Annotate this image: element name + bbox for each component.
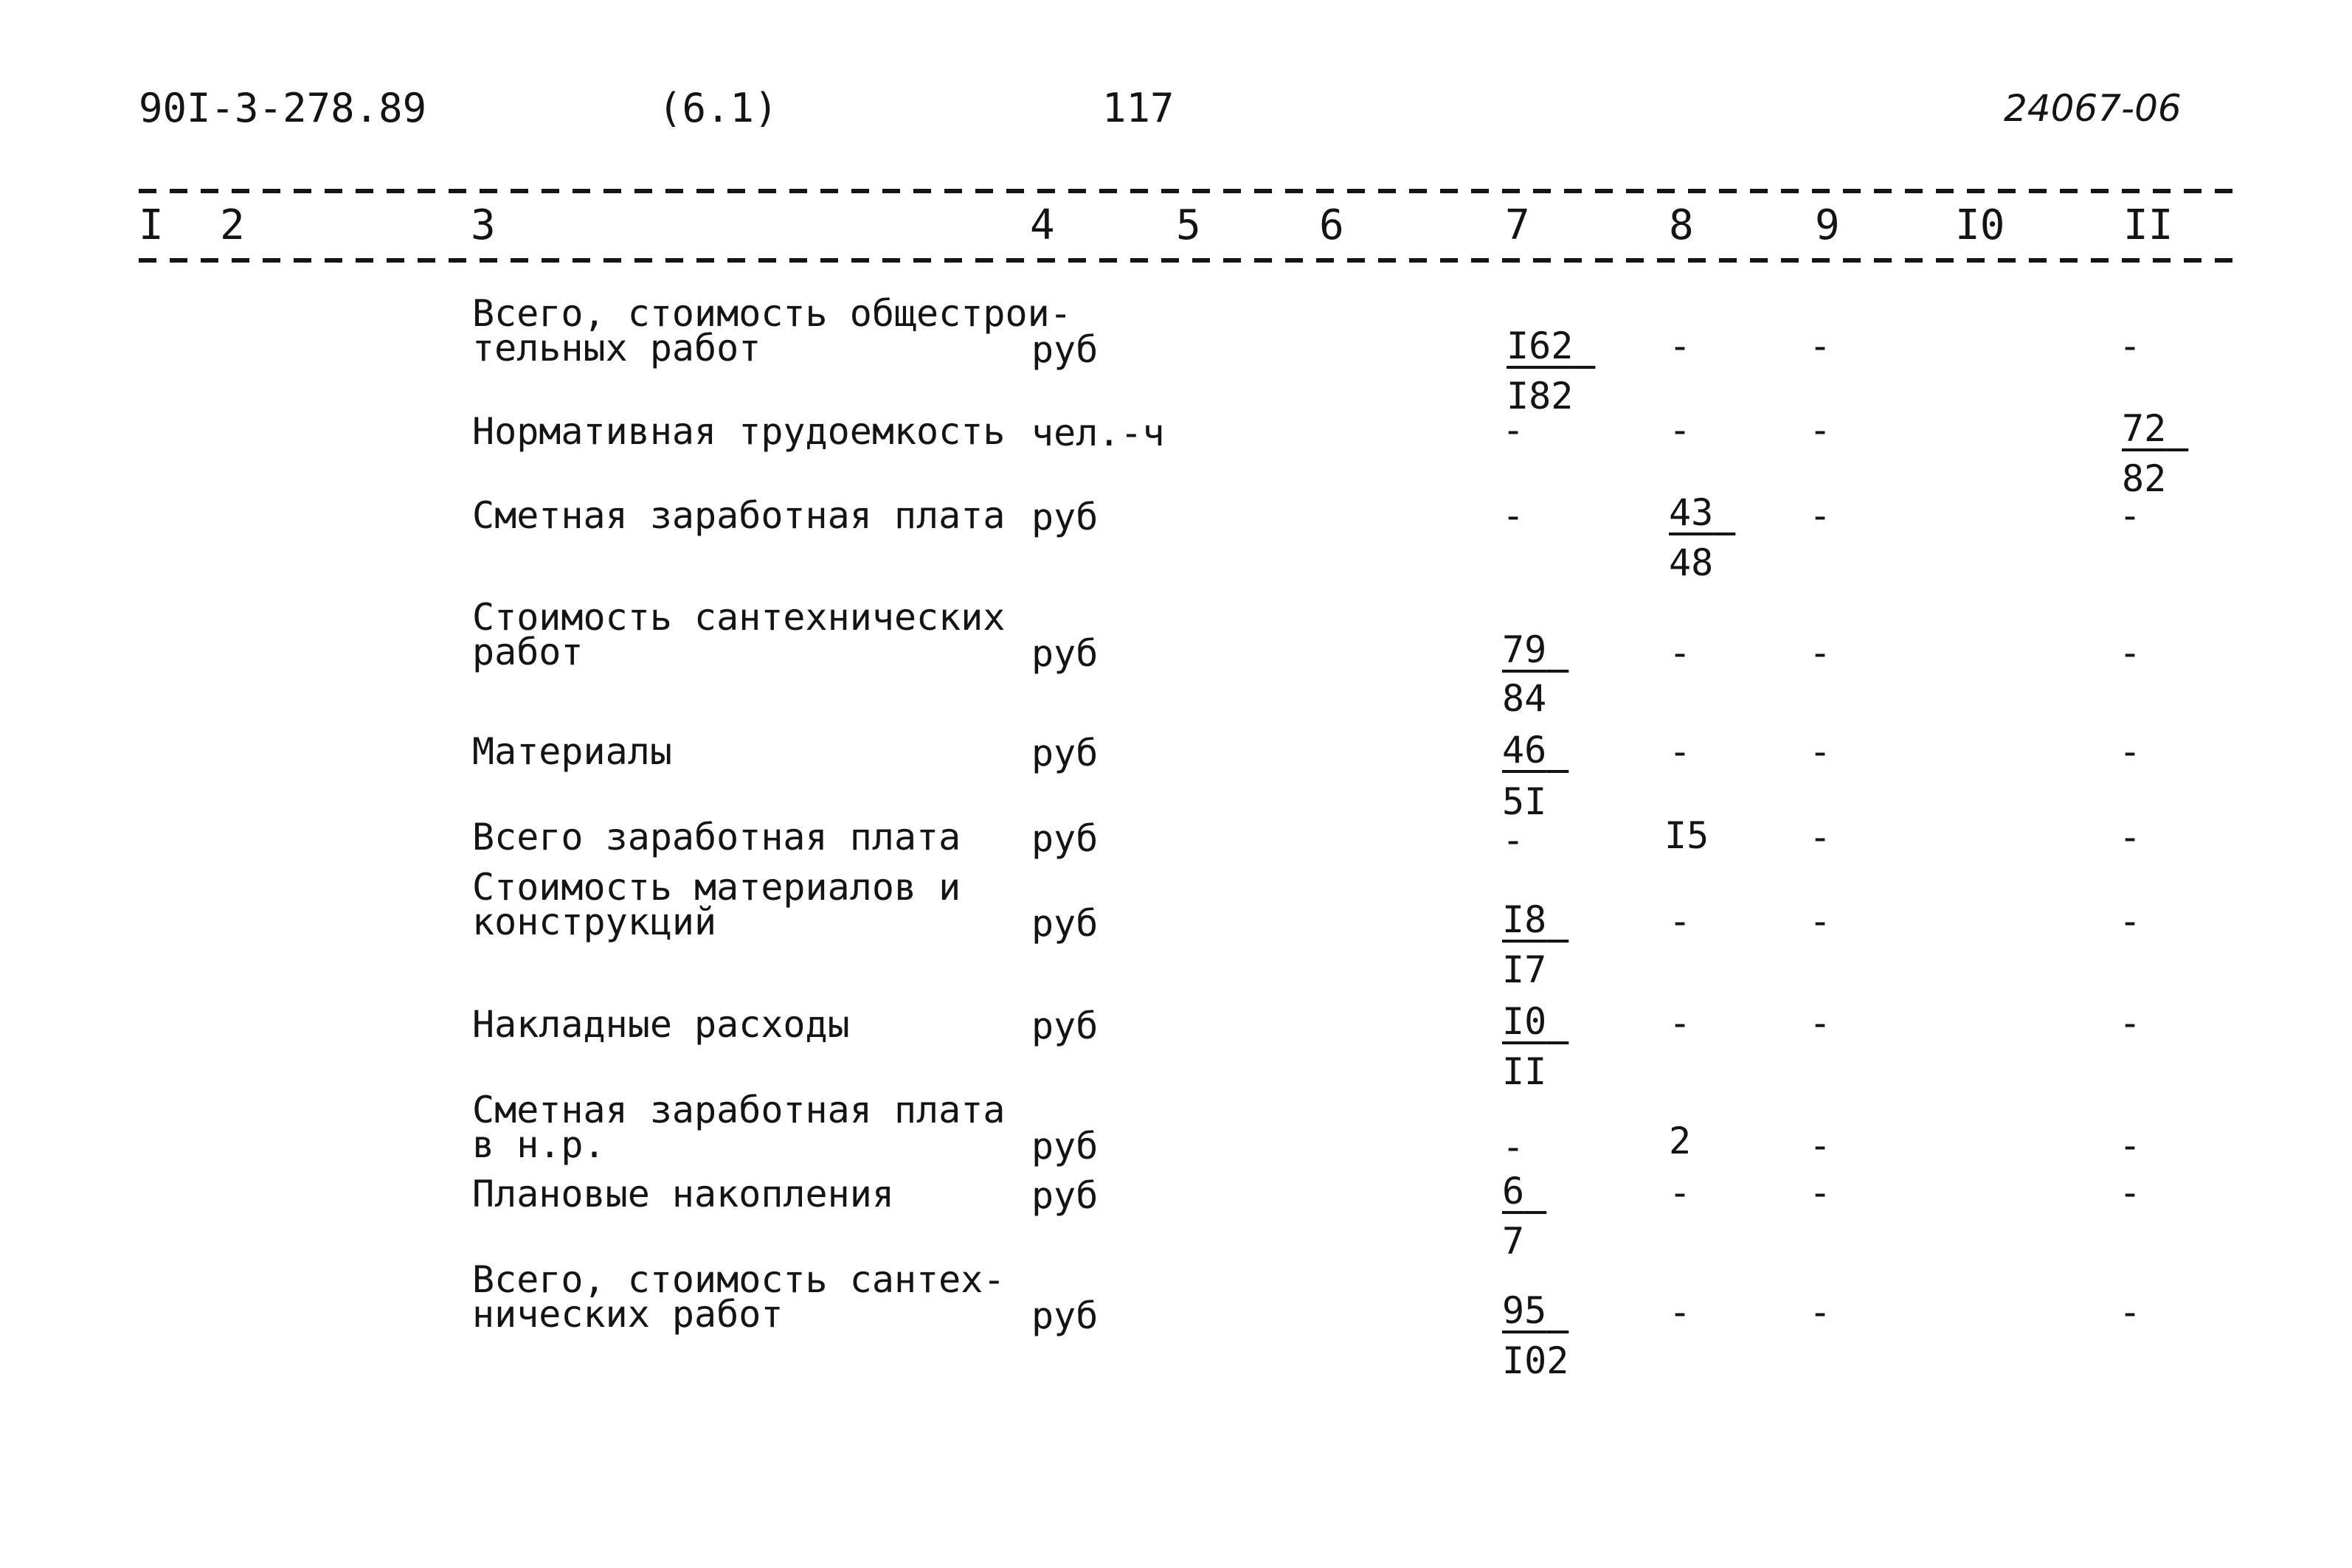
value-denominator: II bbox=[1502, 1050, 1547, 1093]
value-dash: - bbox=[1809, 1002, 1832, 1044]
column-header-11: II bbox=[2123, 201, 2173, 249]
value-dash: - bbox=[2119, 631, 2142, 674]
value-dash: - bbox=[2119, 1124, 2142, 1167]
value-dash: - bbox=[1809, 900, 1832, 943]
header-bottom-rule bbox=[139, 258, 2234, 263]
row-unit: руб bbox=[1031, 1294, 1099, 1337]
value-dash: - bbox=[2119, 1171, 2142, 1214]
column-header-2: 2 bbox=[220, 201, 245, 249]
row-description-line: Всего, стоимость сантех- bbox=[472, 1258, 1006, 1301]
value-dash: - bbox=[1809, 409, 1832, 451]
value-dash: - bbox=[1809, 1171, 1832, 1214]
value-dash: - bbox=[1502, 819, 1525, 861]
page-number: 117 bbox=[1102, 85, 1175, 131]
column-header-1: I bbox=[139, 201, 164, 249]
value-denominator: 82 bbox=[2122, 457, 2167, 500]
column-header-7: 7 bbox=[1505, 201, 1530, 249]
row-description-line: нических работ bbox=[472, 1293, 784, 1336]
row-description-line: Плановые накопления bbox=[472, 1173, 894, 1215]
row-description-line: Всего заработная плата bbox=[472, 816, 961, 858]
row-unit: руб bbox=[1031, 328, 1099, 371]
value-dash: - bbox=[1669, 1002, 1692, 1044]
value-denominator: 48 bbox=[1669, 541, 1714, 584]
column-header-9: 9 bbox=[1815, 201, 1840, 249]
value-dash: - bbox=[1809, 325, 1832, 367]
value-dash: - bbox=[1502, 494, 1525, 537]
value-denominator: 5I bbox=[1502, 780, 1547, 823]
column-header-6: 6 bbox=[1319, 201, 1344, 249]
value-dash: - bbox=[1669, 730, 1692, 773]
value-dash: - bbox=[2119, 1002, 2142, 1044]
value-dash: - bbox=[2119, 494, 2142, 537]
value-denominator: I82 bbox=[1507, 375, 1574, 417]
value-dash: - bbox=[1809, 631, 1832, 674]
value-numerator: 6 bbox=[1502, 1170, 1525, 1213]
column-header-8: 8 bbox=[1669, 201, 1694, 249]
value-dash: - bbox=[1809, 1291, 1832, 1333]
row-description-line: Сметная заработная плата bbox=[472, 494, 1006, 537]
header-top-rule bbox=[139, 189, 2234, 193]
value-dash: - bbox=[2119, 900, 2142, 943]
inventory-number: 24067-06 bbox=[2004, 87, 2182, 130]
value-dash: - bbox=[2119, 1291, 2142, 1333]
row-description-line: конструкций bbox=[472, 901, 717, 943]
value-cell: 2 bbox=[1669, 1120, 1692, 1162]
row-description-line: Стоимость сантехнических bbox=[472, 596, 1006, 639]
row-unit: руб bbox=[1031, 496, 1099, 538]
value-dash: - bbox=[1669, 1171, 1692, 1214]
value-numerator: 43 bbox=[1669, 491, 1714, 534]
row-description-line: Накладные расходы bbox=[472, 1003, 850, 1046]
value-dash: - bbox=[1669, 325, 1692, 367]
value-dash: - bbox=[1669, 900, 1692, 943]
value-numerator: I8 bbox=[1502, 898, 1547, 941]
row-unit: руб bbox=[1031, 1125, 1099, 1168]
row-unit: чел.-ч bbox=[1031, 412, 1165, 454]
value-dash: - bbox=[1669, 1291, 1692, 1333]
value-dash: - bbox=[1669, 631, 1692, 674]
value-denominator: I7 bbox=[1502, 948, 1547, 991]
value-denominator: 84 bbox=[1502, 677, 1547, 720]
row-unit: руб bbox=[1031, 632, 1099, 675]
value-dash: - bbox=[1809, 816, 1832, 858]
value-numerator: 72 bbox=[2122, 407, 2167, 450]
value-cell: I5 bbox=[1664, 814, 1709, 857]
document-code: 90I-3-278.89 bbox=[139, 85, 427, 131]
row-description-line: Сметная заработная плата bbox=[472, 1089, 1006, 1131]
row-description-line: работ bbox=[472, 631, 584, 673]
row-description-line: Стоимость материалов и bbox=[472, 866, 961, 909]
value-denominator: I02 bbox=[1502, 1339, 1569, 1382]
value-numerator: 46 bbox=[1502, 729, 1547, 771]
value-dash: - bbox=[2119, 325, 2142, 367]
value-dash: - bbox=[2119, 730, 2142, 773]
row-description-line: Нормативная трудоемкость bbox=[472, 410, 1006, 453]
value-dash: - bbox=[2119, 816, 2142, 858]
row-unit: руб bbox=[1031, 1005, 1099, 1047]
column-header-5: 5 bbox=[1176, 201, 1201, 249]
section-number: (6.1) bbox=[658, 85, 778, 131]
row-description-line: Материалы bbox=[472, 730, 672, 773]
value-numerator: I0 bbox=[1502, 1000, 1547, 1043]
value-dash: - bbox=[1809, 494, 1832, 537]
value-dash: - bbox=[1809, 1124, 1832, 1167]
value-dash: - bbox=[1502, 409, 1525, 451]
value-denominator: 7 bbox=[1502, 1220, 1525, 1263]
row-unit: руб bbox=[1031, 902, 1099, 945]
column-header-3: 3 bbox=[471, 201, 496, 249]
value-dash: - bbox=[1669, 409, 1692, 451]
value-numerator: 95 bbox=[1502, 1289, 1547, 1332]
row-description-line: Всего, стоимость общестрои- bbox=[472, 292, 1072, 335]
column-header-4: 4 bbox=[1030, 201, 1055, 249]
row-unit: руб bbox=[1031, 817, 1099, 860]
value-numerator: 79 bbox=[1502, 628, 1547, 671]
row-description-line: тельных работ bbox=[472, 327, 761, 370]
row-unit: руб bbox=[1031, 732, 1099, 774]
column-header-10: I0 bbox=[1955, 201, 2005, 249]
value-numerator: I62 bbox=[1507, 325, 1574, 367]
row-description-line: в н.р. bbox=[472, 1123, 606, 1166]
value-dash: - bbox=[1502, 1125, 1525, 1168]
value-dash: - bbox=[1809, 730, 1832, 773]
row-unit: руб bbox=[1031, 1174, 1099, 1217]
